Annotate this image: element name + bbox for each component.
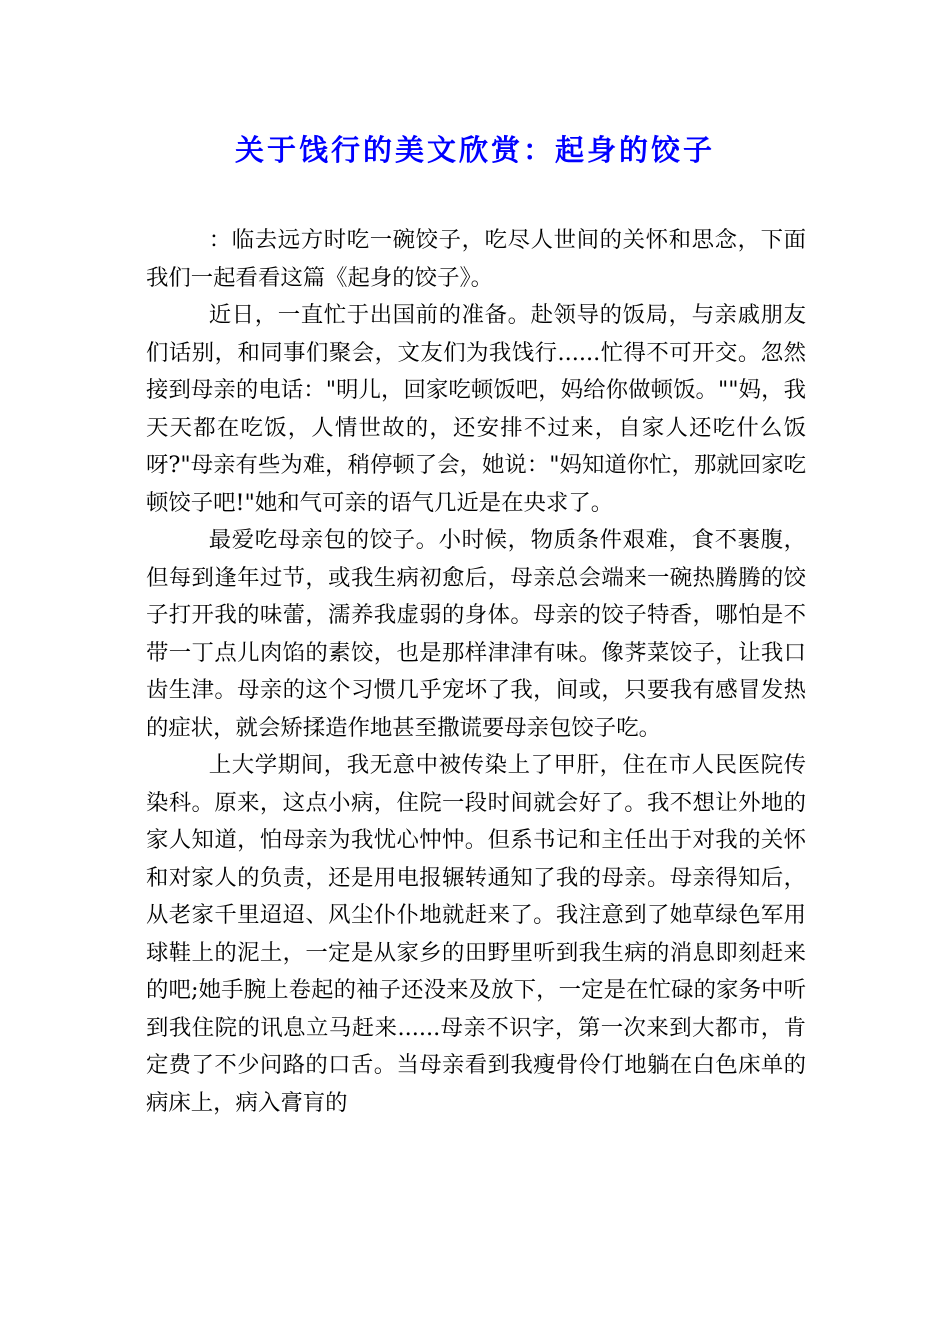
paragraph-childhood-dumplings: 最爱吃母亲包的饺子。小时候，物质条件艰难，食不裹腹，但每到逢年过节，或我生病初愈后，母亲总会端来一碗热腾腾的饺子打开我的味蕾，濡养我虚弱的身体。母亲的饺子特香，哪怕是不带一丁点儿肉馅的素饺，也是那样津津有味。像荠菜饺子，让我口齿生津。母亲的这个习惯几乎宠坏了我，间或，只要我有感冒发热的症状，就会矫揉造作地甚至撒谎要母亲包饺子吃。 (146, 527, 806, 741)
document-body (146, 222, 806, 1122)
paragraph-phone-call: 近日，一直忙于出国前的准备。赴领导的饭局，与亲戚朋友们话别，和同事们聚会，文友们为我饯行......忙得不可开交。忽然接到母亲的电话："明儿，回家吃顿饭吧，妈给你做顿饭。""妈，我天天都在吃饭，人情世故的，还安排不过来，自家人还吃什么饭呀?"母亲有些为难，稍停顿了会，她说："妈知道你忙，那就回家吃顿饺子吧!"她和气可亲的语气几近是在央求了。 (146, 302, 806, 516)
document-title: 关于饯行的美文欣赏：起身的饺子 (234, 133, 715, 167)
paragraph-intro: ：临去远方时吃一碗饺子，吃尽人世间的关怀和思念，下面我们一起看看这篇《起身的饺子》。 (146, 227, 806, 291)
paragraph-hospital: 上大学期间，我无意中被传染上了甲肝，住在市人民医院传染科。原来，这点小病，住院一段时间就会好了。我不想让外地的家人知道，怕母亲为我忧心忡忡。但系书记和主任出于对我的关怀和对家人的负责，还是用电报辗转通知了我的母亲。母亲得知后，从老家千里迢迢、风尘仆仆地就赶来了。我注意到了她草绿色军用球鞋上的泥土，一定是从家乡的田野里听到我生病的消息即刻赶来的吧;她手腕上卷起的袖子还没来及放下，一定是在忙碌的家务中听到我住院的讯息立马赶来......母亲不识字，第一次来到大都市，肯定费了不少问路的口舌。当母亲看到我瘦骨伶仃地躺在白色床单的病床上，病入膏肓的 (146, 752, 806, 1116)
